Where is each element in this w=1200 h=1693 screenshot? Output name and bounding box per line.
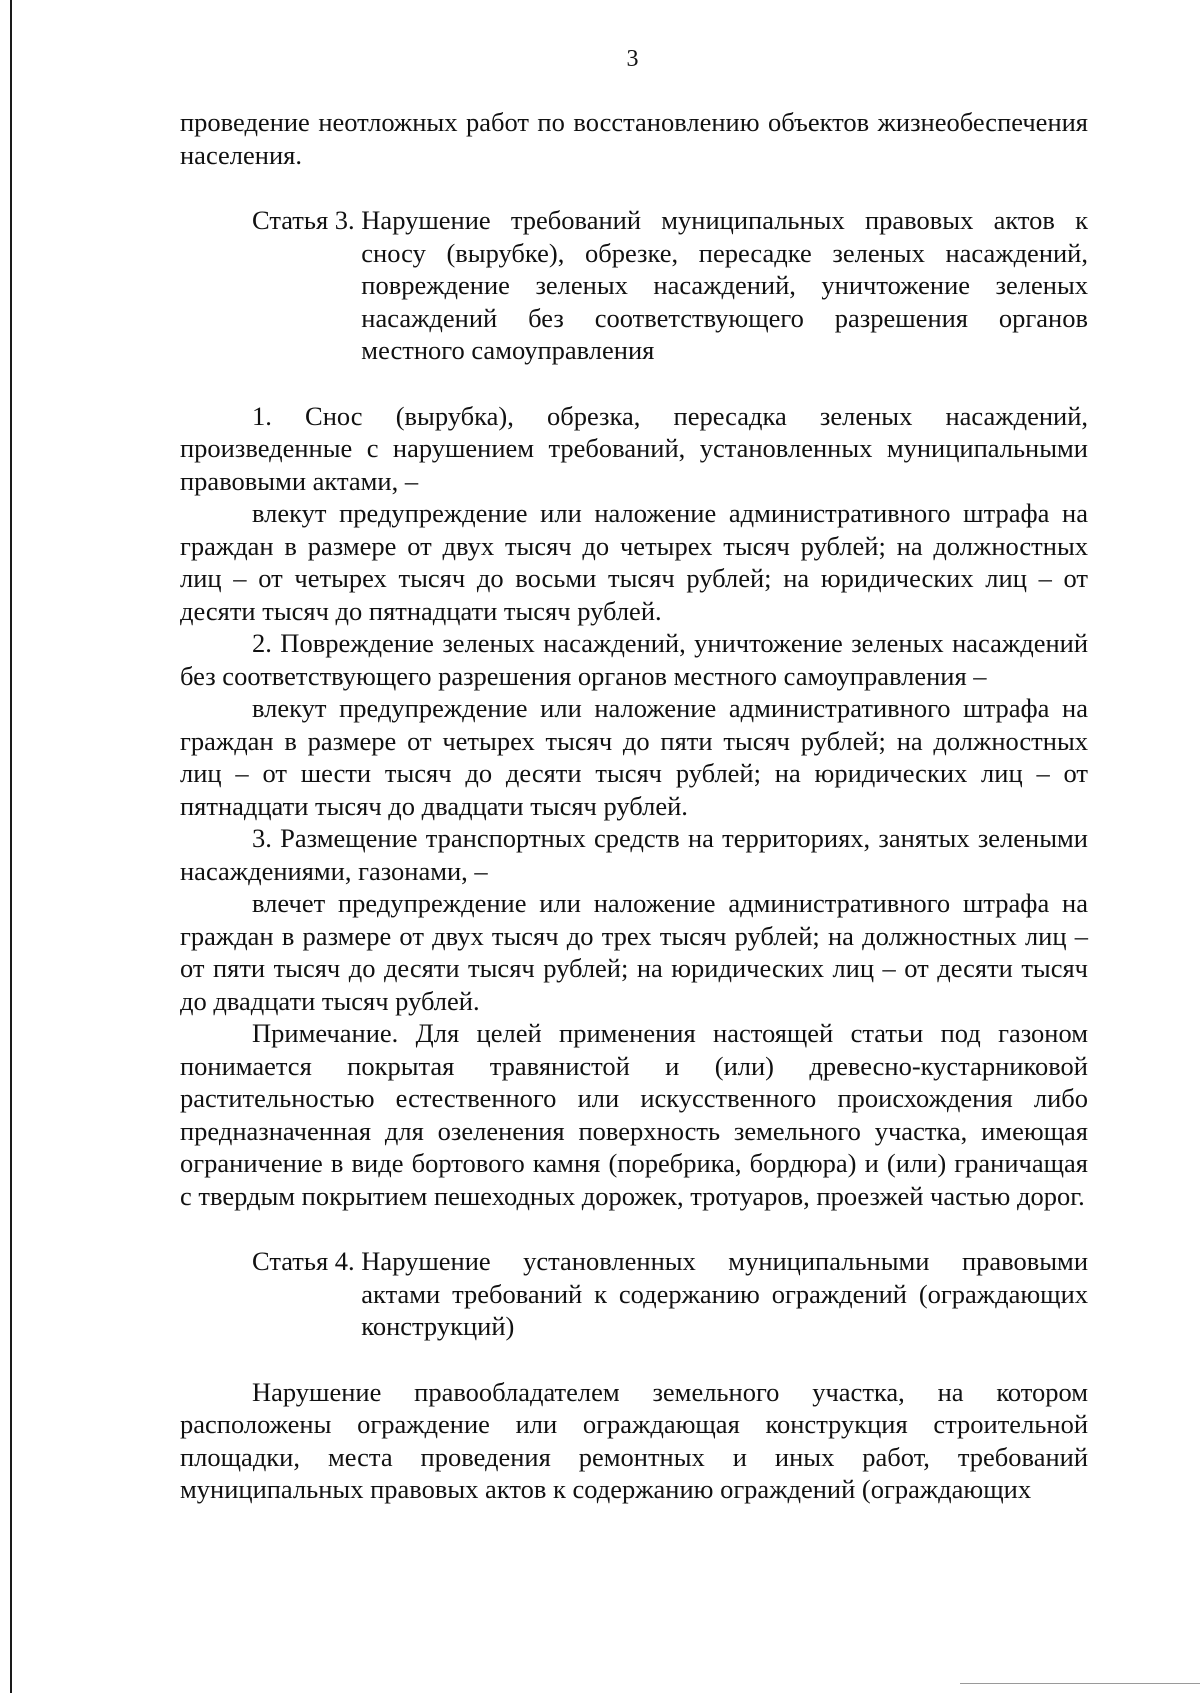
article-3-label: Статья 3. — [252, 205, 362, 235]
article-3-paragraph: 2. Повреждение зеленых насаждений, уничтожение зеленых насаждений без соответствующего разрешения органов местного самоуправления – — [180, 628, 1088, 691]
article-4-paragraph: Нарушение правообладателем земельного участка, на котором расположены ограждение или ограждающая конструкция строительной площадки, места проведения ремонтных и иных работ, требований муниципальных правовых актов к содержанию ограждений (ограждающих — [180, 1376, 1088, 1504]
article-4-label: Статья 4. — [252, 1246, 362, 1276]
article-4-heading — [180, 1245, 1088, 1343]
document-body — [180, 106, 1088, 1506]
intro-paragraph: проведение неотложных работ по восстановлению объектов жизнеобеспечения населения. — [180, 107, 1088, 170]
scan-edge-left — [10, 0, 12, 1693]
article-3-title: Нарушение требований муниципальных правовых актов к сносу (вырубке), обрезке, пересадке зеленых насаждений, повреждение зеленых насаждений, уничтожение зеленых насаждений без соответствующего разрешения органов местного самоуправления — [361, 205, 1088, 365]
article-3-paragraph: 3. Размещение транспортных средств на территориях, занятых зелеными насаждениями, газонами, – — [180, 823, 1088, 886]
scan-edge-bottom — [960, 1683, 1200, 1684]
article-3-paragraph: 1. Снос (вырубка), обрезка, пересадка зеленых насаждений, произведенные с нарушением требований, установленных муниципальными правовыми актами, – — [180, 400, 1088, 496]
article-3-paragraph: влекут предупреждение или наложение административного штрафа на граждан в размере от четырех тысяч до пяти тысяч рублей; на должностных лиц – от шести тысяч до десяти тысяч рублей; на юридических лиц – от пятнадцати тысяч до двадцати тысяч рублей. — [180, 693, 1088, 821]
article-4-title: Нарушение установленных муниципальными правовыми актами требований к содержанию ограждений (ограждающих конструкций) — [361, 1246, 1088, 1341]
article-3-paragraph: влекут предупреждение или наложение административного штрафа на граждан в размере от двух тысяч до четырех тысяч рублей; на должностных лиц – от четырех тысяч до восьми тысяч рублей; на юридических лиц – от десяти тысяч до пятнадцати тысяч рублей. — [180, 498, 1088, 626]
article-3-heading — [180, 204, 1088, 367]
article-3-note: Примечание. Для целей применения настоящей статьи под газоном понимается покрытая травянистой и (или) древесно-кустарниковой растительностью естественного или искусственного происхождения либо предназначенная для озеленения поверхность земельного участка, имеющая ограничение в виде бортового камня (поребрика, бордюра) и (или) граничащая с твердым покрытием пешеходных дорожек, тротуаров, проезжей частью дорог. — [180, 1018, 1088, 1211]
article-3-paragraph: влечет предупреждение или наложение административного штрафа на граждан в размере от двух тысяч до трех тысяч рублей; на должностных лиц – от пяти тысяч до десяти тысяч рублей; на юридических лиц – от десяти тысяч до двадцати тысяч рублей. — [180, 888, 1088, 1016]
page-number: 3 — [626, 46, 639, 72]
